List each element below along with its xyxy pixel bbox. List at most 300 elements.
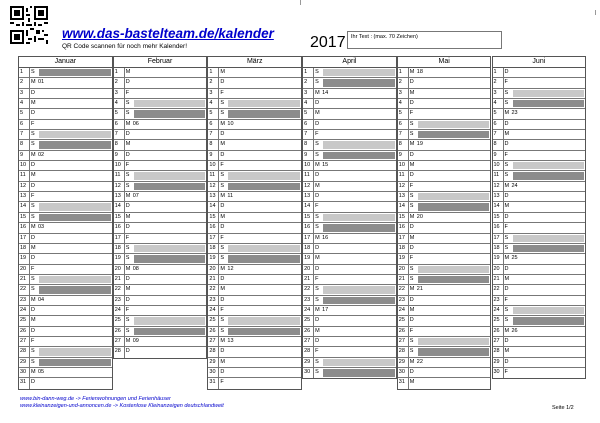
day-cell[interactable] (303, 296, 396, 306)
day-cell[interactable] (208, 68, 301, 78)
day-cell[interactable] (208, 78, 301, 88)
day-cell[interactable] (114, 244, 207, 254)
day-cell[interactable] (493, 327, 586, 337)
weekday-abbr: M (125, 265, 131, 272)
day-number: 25 (493, 317, 500, 324)
day-cell[interactable] (19, 254, 112, 264)
day-cell[interactable] (493, 223, 586, 233)
day-cell[interactable] (19, 296, 112, 306)
day-cell[interactable] (114, 285, 207, 295)
day-cell[interactable] (493, 358, 586, 368)
weekend-shade (323, 141, 395, 148)
day-number: 2 (20, 79, 24, 86)
day-cell[interactable] (493, 368, 586, 378)
day-cell[interactable] (398, 327, 491, 337)
day-cell[interactable] (493, 161, 586, 171)
day-cell[interactable] (19, 316, 112, 326)
cell-divider (29, 254, 30, 263)
day-cell[interactable] (114, 130, 207, 140)
day-cell[interactable] (114, 161, 207, 171)
day-cell[interactable] (303, 68, 396, 78)
day-cell[interactable] (208, 171, 301, 181)
day-cell[interactable] (398, 78, 491, 88)
day-cell[interactable] (114, 120, 207, 130)
day-cell[interactable] (114, 140, 207, 150)
day-cell[interactable] (208, 347, 301, 357)
cell-divider (218, 171, 219, 180)
day-cell[interactable] (303, 202, 396, 212)
day-cell[interactable] (114, 296, 207, 306)
day-cell[interactable] (493, 306, 586, 316)
day-cell[interactable] (398, 265, 491, 275)
day-cell[interactable] (208, 120, 301, 130)
day-cell[interactable] (114, 306, 207, 316)
day-cell[interactable] (303, 347, 396, 357)
day-cell[interactable] (303, 275, 396, 285)
day-cell[interactable] (398, 254, 491, 264)
weekend-shade (228, 328, 300, 335)
day-cell[interactable] (493, 151, 586, 161)
day-cell[interactable] (398, 368, 491, 378)
day-cell[interactable] (303, 327, 396, 337)
day-number: 21 (493, 275, 500, 282)
day-cell[interactable] (398, 140, 491, 150)
weekday-abbr: D (220, 275, 225, 282)
day-cell[interactable] (493, 182, 586, 192)
day-cell[interactable] (19, 213, 112, 223)
weekday-abbr: M (315, 234, 320, 241)
weekday-abbr: M (409, 358, 415, 365)
day-cell[interactable] (208, 368, 301, 378)
day-cell[interactable] (303, 130, 396, 140)
weekday-abbr: D (31, 110, 35, 117)
weekday-abbr: S (220, 244, 225, 251)
weekday-abbr: D (504, 358, 509, 365)
day-cell[interactable] (493, 130, 586, 140)
day-number: 21 (20, 275, 27, 282)
day-cell[interactable] (19, 265, 112, 275)
cell-divider (408, 120, 409, 129)
footer-link-ferienwohnungen[interactable]: www.bin-dann-weg.de -> Ferienwohnungen und Ferienhäuser (20, 396, 171, 402)
day-cell[interactable] (493, 244, 586, 254)
day-cell[interactable] (19, 223, 112, 233)
day-cell[interactable] (19, 161, 112, 171)
day-cell[interactable] (208, 89, 301, 99)
week-number: 26 (511, 327, 518, 334)
day-cell[interactable] (114, 223, 207, 233)
fold-mark (300, 0, 301, 5)
weekend-shade (323, 79, 395, 86)
day-cell[interactable] (114, 234, 207, 244)
day-cell[interactable] (398, 151, 491, 161)
day-cell[interactable] (19, 89, 112, 99)
weekday-abbr: M (125, 69, 131, 75)
day-cell[interactable] (208, 161, 301, 171)
day-cell[interactable] (493, 296, 586, 306)
cell-divider (313, 109, 314, 118)
day-cell[interactable] (303, 109, 396, 119)
day-cell[interactable] (114, 78, 207, 88)
day-cell[interactable] (19, 171, 112, 181)
week-number: 18 (416, 69, 423, 75)
weekday-abbr: S (504, 162, 509, 169)
cell-divider (313, 130, 314, 139)
day-cell[interactable] (303, 265, 396, 275)
day-cell[interactable] (208, 151, 301, 161)
day-cell[interactable] (303, 89, 396, 99)
day-number: 11 (114, 172, 121, 179)
day-cell[interactable] (493, 265, 586, 275)
day-cell[interactable] (19, 202, 112, 212)
day-cell[interactable] (114, 265, 207, 275)
weekend-shade (134, 255, 206, 262)
day-cell[interactable] (398, 347, 491, 357)
day-cell[interactable] (303, 99, 396, 109)
weekday-abbr: F (504, 79, 508, 86)
cell-divider (408, 171, 409, 180)
cell-divider (124, 244, 125, 253)
cell-divider (503, 192, 504, 201)
weekday-abbr: F (409, 110, 414, 117)
day-cell[interactable] (19, 285, 112, 295)
day-cell[interactable] (19, 358, 112, 368)
day-cell[interactable] (398, 358, 491, 368)
weekday-abbr: F (315, 203, 319, 210)
week-number: 14 (322, 89, 329, 96)
weekend-shade (134, 317, 206, 324)
day-cell[interactable] (303, 120, 396, 130)
day-number: 11 (209, 172, 216, 179)
weekday-abbr: S (125, 110, 130, 117)
day-cell[interactable] (114, 192, 207, 202)
day-number: 24 (398, 306, 405, 313)
day-number: 7 (209, 131, 213, 138)
day-cell[interactable] (114, 337, 207, 347)
day-cell[interactable] (114, 151, 207, 161)
day-cell[interactable] (208, 378, 301, 388)
day-cell[interactable] (114, 275, 207, 285)
cell-divider (218, 378, 219, 388)
day-cell[interactable] (114, 327, 207, 337)
weekday-abbr: D (504, 286, 509, 293)
day-cell[interactable] (398, 89, 491, 99)
day-cell[interactable] (398, 306, 491, 316)
day-cell[interactable] (398, 109, 491, 119)
day-cell[interactable] (208, 337, 301, 347)
weekday-abbr: D (315, 317, 320, 324)
day-cell[interactable] (114, 202, 207, 212)
day-cell[interactable] (19, 99, 112, 109)
day-cell[interactable] (208, 296, 301, 306)
weekday-abbr: D (125, 203, 130, 210)
weekday-abbr: D (504, 213, 509, 220)
day-cell[interactable] (493, 213, 586, 223)
day-cell[interactable] (398, 130, 491, 140)
day-number: 3 (493, 89, 497, 96)
weekday-abbr: M (31, 368, 36, 375)
day-cell[interactable] (208, 327, 301, 337)
day-cell[interactable] (398, 182, 491, 192)
day-number: 11 (398, 172, 405, 179)
day-cell[interactable] (114, 254, 207, 264)
cell-divider (29, 140, 30, 149)
day-cell[interactable] (19, 151, 112, 161)
day-cell[interactable] (19, 337, 112, 347)
day-cell[interactable] (208, 306, 301, 316)
day-cell[interactable] (208, 192, 301, 202)
qr-code-icon (10, 6, 48, 44)
day-cell[interactable] (208, 202, 301, 212)
day-cell[interactable] (19, 109, 112, 119)
day-cell[interactable] (398, 378, 491, 388)
day-cell[interactable] (398, 244, 491, 254)
week-number: 20 (416, 213, 423, 220)
day-cell[interactable] (493, 120, 586, 130)
weekday-abbr: S (409, 193, 414, 200)
day-cell[interactable] (208, 140, 301, 150)
day-cell[interactable] (303, 337, 396, 347)
weekday-abbr: S (31, 213, 35, 220)
day-cell[interactable] (114, 213, 207, 223)
day-number: 5 (493, 110, 497, 117)
day-cell[interactable] (493, 140, 586, 150)
day-cell[interactable] (493, 337, 586, 347)
day-cell[interactable] (19, 368, 112, 378)
day-cell[interactable] (114, 109, 207, 119)
day-cell[interactable] (208, 234, 301, 244)
day-cell[interactable] (493, 275, 586, 285)
day-cell[interactable] (19, 347, 112, 357)
day-number: 17 (209, 234, 216, 241)
weekday-abbr: D (31, 379, 35, 386)
day-number: 14 (20, 203, 27, 210)
day-cell[interactable] (303, 182, 396, 192)
day-cell[interactable] (303, 192, 396, 202)
day-cell[interactable] (493, 202, 586, 212)
day-cell[interactable] (208, 223, 301, 233)
day-cell[interactable] (303, 213, 396, 223)
day-cell[interactable] (493, 78, 586, 88)
day-cell[interactable] (303, 285, 396, 295)
day-cell[interactable] (398, 192, 491, 202)
day-cell[interactable] (208, 254, 301, 264)
day-cell[interactable] (208, 265, 301, 275)
day-cell[interactable] (303, 368, 396, 378)
day-cell[interactable] (208, 316, 301, 326)
day-cell[interactable] (19, 120, 112, 130)
cell-divider (503, 347, 504, 356)
day-cell[interactable] (19, 234, 112, 244)
weekday-abbr: D (31, 306, 35, 313)
day-cell[interactable] (493, 192, 586, 202)
day-cell[interactable] (303, 254, 396, 264)
day-cell[interactable] (208, 130, 301, 140)
day-cell[interactable] (398, 223, 491, 233)
day-cell[interactable] (493, 234, 586, 244)
day-cell[interactable] (398, 68, 491, 78)
weekend-shade (418, 121, 490, 128)
cell-divider (503, 120, 504, 129)
day-cell[interactable] (398, 213, 491, 223)
day-cell[interactable] (398, 99, 491, 109)
cell-divider (313, 234, 314, 243)
day-number: 1 (398, 69, 402, 75)
day-cell[interactable] (19, 192, 112, 202)
weekday-abbr: S (409, 337, 414, 344)
day-number: 13 (398, 193, 405, 200)
day-cell[interactable] (303, 140, 396, 150)
day-cell[interactable] (208, 99, 301, 109)
day-cell[interactable] (114, 347, 207, 357)
day-number: 7 (114, 131, 118, 138)
day-cell[interactable] (208, 182, 301, 192)
day-number: 6 (209, 120, 213, 127)
day-cell[interactable] (114, 316, 207, 326)
day-cell[interactable] (19, 327, 112, 337)
day-cell[interactable] (303, 358, 396, 368)
month-column-3 (207, 56, 302, 390)
day-cell[interactable] (398, 316, 491, 326)
day-cell[interactable] (208, 244, 301, 254)
weekday-abbr: M (125, 286, 131, 293)
day-cell[interactable] (303, 161, 396, 171)
day-cell[interactable] (493, 254, 586, 264)
cell-divider (313, 347, 314, 356)
day-cell[interactable] (19, 140, 112, 150)
day-number: 13 (209, 193, 216, 200)
day-cell[interactable] (19, 306, 112, 316)
month-header: März (208, 57, 301, 68)
weekday-abbr: S (220, 182, 225, 189)
day-cell[interactable] (19, 182, 112, 192)
cell-divider (408, 306, 409, 315)
day-cell[interactable] (493, 316, 586, 326)
day-cell[interactable] (303, 306, 396, 316)
day-cell[interactable] (398, 161, 491, 171)
weekend-shade (513, 317, 585, 324)
cell-divider (408, 109, 409, 118)
cell-divider (313, 223, 314, 232)
day-cell[interactable] (19, 68, 112, 78)
day-cell[interactable] (493, 285, 586, 295)
day-number: 19 (209, 255, 216, 262)
day-cell[interactable] (208, 358, 301, 368)
weekend-shade (39, 203, 111, 210)
weekday-abbr: M (504, 110, 510, 117)
day-number: 10 (398, 162, 405, 169)
day-cell[interactable] (398, 337, 491, 347)
day-cell[interactable] (303, 244, 396, 254)
day-number: 3 (114, 89, 118, 96)
cell-divider (313, 161, 314, 170)
day-cell[interactable] (19, 378, 112, 388)
month-column-6 (492, 56, 587, 379)
weekday-abbr: D (409, 79, 414, 86)
weekday-abbr: S (315, 141, 319, 148)
day-cell[interactable] (114, 99, 207, 109)
day-cell[interactable] (493, 109, 586, 119)
day-cell[interactable] (398, 275, 491, 285)
day-number: 14 (304, 203, 311, 210)
day-cell[interactable] (398, 120, 491, 130)
cell-divider (29, 192, 30, 201)
site-title-link[interactable]: www.das-bastelteam.de/kalender (62, 26, 274, 41)
day-cell[interactable] (398, 296, 491, 306)
week-number: 10 (227, 120, 234, 127)
day-cell[interactable] (208, 275, 301, 285)
weekday-abbr: S (220, 255, 225, 262)
day-cell[interactable] (114, 182, 207, 192)
weekday-abbr: S (409, 348, 414, 355)
day-cell[interactable] (19, 130, 112, 140)
cell-divider (218, 120, 219, 129)
weekday-abbr: D (125, 151, 130, 158)
day-cell[interactable] (19, 244, 112, 254)
day-cell[interactable] (114, 68, 207, 78)
weekday-abbr: S (315, 213, 319, 220)
day-number: 16 (20, 224, 27, 231)
day-cell[interactable] (303, 151, 396, 161)
weekday-abbr: D (220, 131, 225, 138)
day-number: 2 (209, 79, 213, 86)
day-cell[interactable] (208, 213, 301, 223)
day-cell[interactable] (303, 78, 396, 88)
day-cell[interactable] (19, 78, 112, 88)
day-cell[interactable] (493, 347, 586, 357)
custom-text-box[interactable]: Ihr Text : (max. 70 Zeichen) (347, 31, 502, 49)
day-cell[interactable] (493, 89, 586, 99)
day-number: 27 (114, 337, 121, 344)
cell-divider (313, 120, 314, 129)
day-cell[interactable] (493, 99, 586, 109)
day-cell[interactable] (398, 171, 491, 181)
day-cell[interactable] (303, 223, 396, 233)
cell-divider (313, 327, 314, 336)
weekday-abbr: M (315, 110, 320, 117)
weekday-abbr: F (315, 275, 319, 282)
weekday-abbr: D (315, 172, 320, 179)
day-cell[interactable] (303, 171, 396, 181)
day-cell[interactable] (493, 171, 586, 181)
day-number: 19 (304, 255, 311, 262)
day-number: 14 (114, 203, 121, 210)
day-number: 9 (493, 151, 497, 158)
cell-divider (218, 244, 219, 253)
footer-link-kleinanzeigen[interactable]: www.kleinanzeigen-und-annoncen.de -> Kostenlose Kleinanzeigen deutschlandweit (20, 403, 224, 409)
day-cell[interactable] (303, 234, 396, 244)
day-cell[interactable] (208, 285, 301, 295)
cell-divider (124, 254, 125, 263)
day-cell[interactable] (114, 89, 207, 99)
day-cell[interactable] (303, 316, 396, 326)
cell-divider (503, 161, 504, 170)
day-cell[interactable] (19, 275, 112, 285)
day-cell[interactable] (398, 234, 491, 244)
day-number: 18 (493, 244, 500, 251)
cell-divider (218, 109, 219, 118)
day-number: 12 (493, 182, 500, 189)
weekday-abbr: M (31, 100, 36, 107)
day-cell[interactable] (208, 109, 301, 119)
day-number: 3 (209, 89, 213, 96)
week-number: 22 (416, 358, 423, 365)
day-cell[interactable] (398, 202, 491, 212)
weekend-shade (323, 359, 395, 366)
day-cell[interactable] (398, 285, 491, 295)
day-cell[interactable] (493, 68, 586, 78)
day-cell[interactable] (114, 171, 207, 181)
weekend-shade (39, 359, 111, 366)
